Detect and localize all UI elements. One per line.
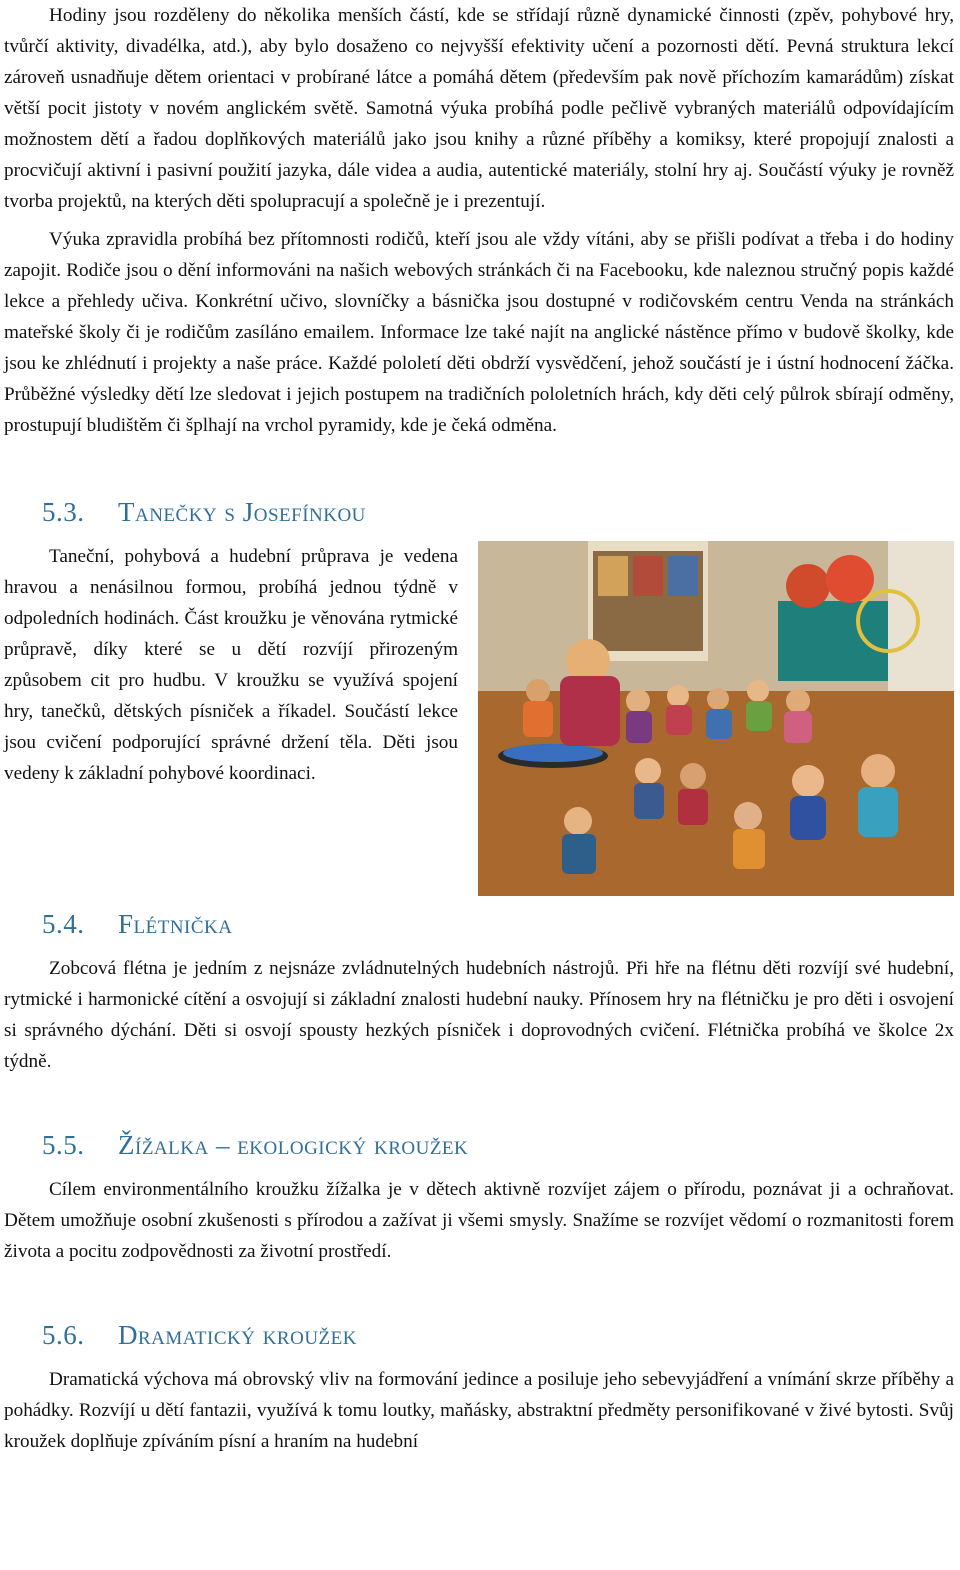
section-title: Flétnička bbox=[118, 909, 233, 939]
section-5-3-body bbox=[4, 541, 954, 901]
section-5-5-heading bbox=[4, 1128, 954, 1162]
section-5-6-heading bbox=[4, 1318, 954, 1352]
kindergarten-photo bbox=[478, 541, 954, 896]
section-5-5-text: Cílem environmentálního kroužku žížalka je v dětech aktivně rozvíjet zájem o přírodu, poznávat ji a ochraňovat. Dětem umožňuje osobní zkušenosti s přírodou a zažívat ji všemi smysly. Snažíme se rozvíjet vědomí o rozmanitosti forem života a pocitu zodpovědnosti za životní prostředí. bbox=[4, 1179, 954, 1262]
section-5-3-text: Taneční, pohybová a hudební průprava je vedena hravou a nenásilnou formou, probíhá jednou týdně v odpoledních hodinách. Část kroužku je věnována rytmické průpravě, díky které se u dětí rozvíjí přirozeným způsobem cit pro hudbu. V kroužku se využívá spojení hry, tanečků, dětských písniček a říkadel. Součástí lekce jsou cvičení podporující správné držení těla. Děti jsou vedeny k základní pohybové koordinaci. bbox=[4, 546, 458, 784]
intro-paragraph-2: Výuka zpravidla probíhá bez přítomnosti rodičů, kteří jsou ale vždy vítáni, aby se přišli podívat a třeba i do hodiny zapojit. Rodiče jsou o dění informováni na našich webových stránkách či na Facebooku, kde naleznou stručný popis každé lekce a přehledy učiva. Konkrétní učivo, slovníčky a básnička jsou dostupné v rodičovském centru Venda na stránkách mateřské školy či je rodičům zasíláno emailem. Informace lze také najít na anglické nástěnce přímo v budově školky, kde jsou ke zhlédnutí i projekty a naše práce. Každé pololetí děti obdrží vysvědčení, jehož součástí je i ústní hodnocení žáčka. Průběžné výsledky dětí lze sledovat i jejich postupem na tradičních pololetních hrách, kdy děti celý půlrok sbírají odměny, prostupují bludištěm či šplhají na vrchol pyramidy, kde je čeká odměna. bbox=[4, 229, 954, 436]
section-5-4-text: Zobcová flétna je jedním z nejsnáze zvládnutelných hudebních nástrojů. Při hře na flétnu děti rozvíjí své hudební, rytmické i harmonické cítění a osvojují si základní znalosti hudební nauky. Přínosem hry na flétničku je pro děti i osvojení si správného dýchání. Děti si osvojí spousty hezkých písniček i doprovodných cvičení. Flétnička probíhá ve školce 2x týdně. bbox=[4, 958, 954, 1072]
section-5-3-heading bbox=[4, 495, 954, 529]
section-title: Žížalka – ekologický kroužek bbox=[118, 1130, 469, 1160]
section-number: 5.6. bbox=[42, 1320, 85, 1350]
section-title: Tanečky s Josefínkou bbox=[118, 497, 366, 527]
intro-paragraph-1: Hodiny jsou rozděleny do několika menších částí, kde se střídají různě dynamické činnosti (zpěv, pohybové hry, tvůrčí aktivity, divadélka, atd.), aby bylo dosaženo co nejvyšší efektivity učení a pozornosti dětí. Pevná struktura lekcí zároveň usnadňuje dětem orientaci v probírané látce a pomáhá dětem (především pak nově příchozím kamarádům) získat větší pocit jistoty v novém anglickém světě. Samotná výuka probíhá podle pečlivě vybraných materiálů odpovídajícím možnostem dětí a řadou doplňkových materiálů jako jsou knihy a různé příběhy a komiksy, které propojují znalosti a procvičují aktivní i pasivní použití jazyka, dále videa a audia, autentické materiály, stolní hry aj. Součástí výuky je rovněž tvorba projektů, na kterých děti spolupracují a společně je i prezentují. bbox=[4, 5, 954, 212]
section-5-4-heading bbox=[4, 907, 954, 941]
photo-illustration bbox=[478, 541, 954, 896]
section-number: 5.5. bbox=[42, 1130, 85, 1160]
section-number: 5.4. bbox=[42, 909, 85, 939]
section-title: Dramatický kroužek bbox=[118, 1320, 357, 1350]
section-5-6-text: Dramatická výchova má obrovský vliv na formování jedince a posiluje jeho sebevyjádření a vnímání skrze příběhy a pohádky. Rozvíjí u dětí fantazii, využívá k tomu loutky, maňásky, abstraktní předměty personifikované v živé bytosti. Svůj kroužek doplňuje zpíváním písní a hraním na hudební bbox=[4, 1369, 954, 1452]
document-page bbox=[4, 0, 954, 1457]
section-number: 5.3. bbox=[42, 497, 85, 527]
